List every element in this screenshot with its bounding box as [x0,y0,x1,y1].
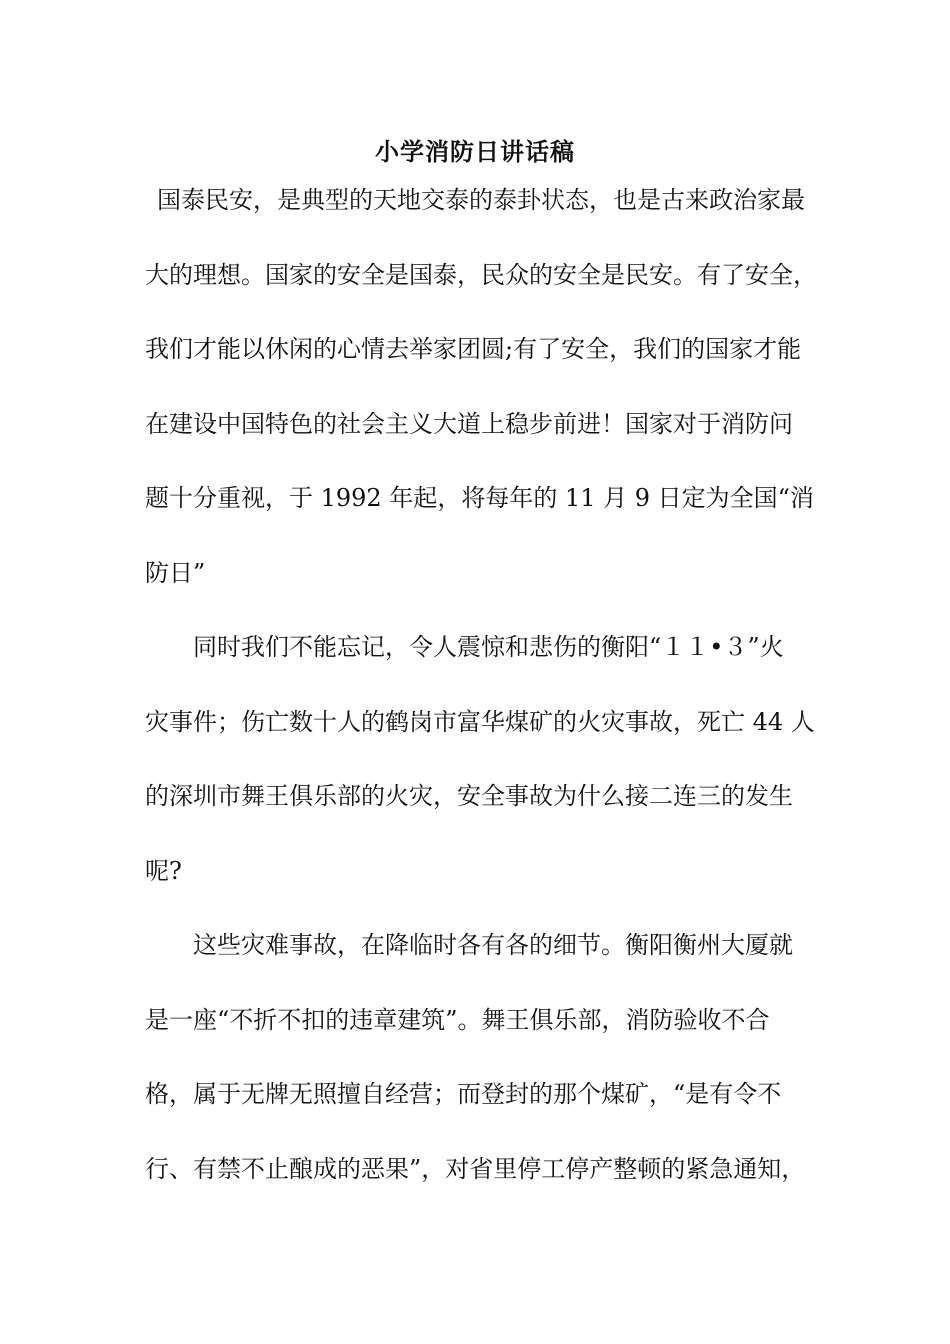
text-line: 是一座“不折不扣的违章建筑”。舞王俱乐部，消防验收不合 [145,1005,770,1034]
text-line: 呢? [145,856,182,885]
text-line: 的深圳市舞王俱乐部的火灾，安全事故为什么接二连三的发生 [145,782,793,810]
text-line: 同时我们不能忘记，令人震惊和悲伤的衡阳“１１•３”火 [193,633,784,661]
text-line: 国泰民安，是典型的天地交泰的泰卦状态，也是古来政治家最 [157,186,805,214]
text-line: 行、有禁不止酿成的恶果”，对省里停工停产整顿的紧急通知， [145,1154,806,1183]
text-line: 在建设中国特色的社会主义大道上稳步前进！国家对于消防问 [145,409,793,438]
text-line: 大的理想。国家的安全是国泰，民众的安全是民安。有了安全， [145,260,817,289]
text-line: 防日” [145,558,206,587]
text-line: 题十分重视，于 1992 年起，将每年的 11 月 9 日定为全国“消 [145,484,814,512]
document-title: 小学消防日讲话稿 [375,138,575,166]
text-line: 我们才能以休闲的心情去举家团圆;有了安全，我们的国家才能 [145,335,802,363]
document-body [145,180,825,1223]
text-line: 这些灾难事故，在降临时各有各的细节。衡阳衡州大厦就 [193,931,793,959]
text-line: 格，属于无牌无照擅自经营；而登封的那个煤矿，“是有令不 [145,1080,782,1108]
text-line: 灾事件；伤亡数十人的鹤岗市富华煤矿的火灾事故，死亡 44 人 [145,707,815,736]
